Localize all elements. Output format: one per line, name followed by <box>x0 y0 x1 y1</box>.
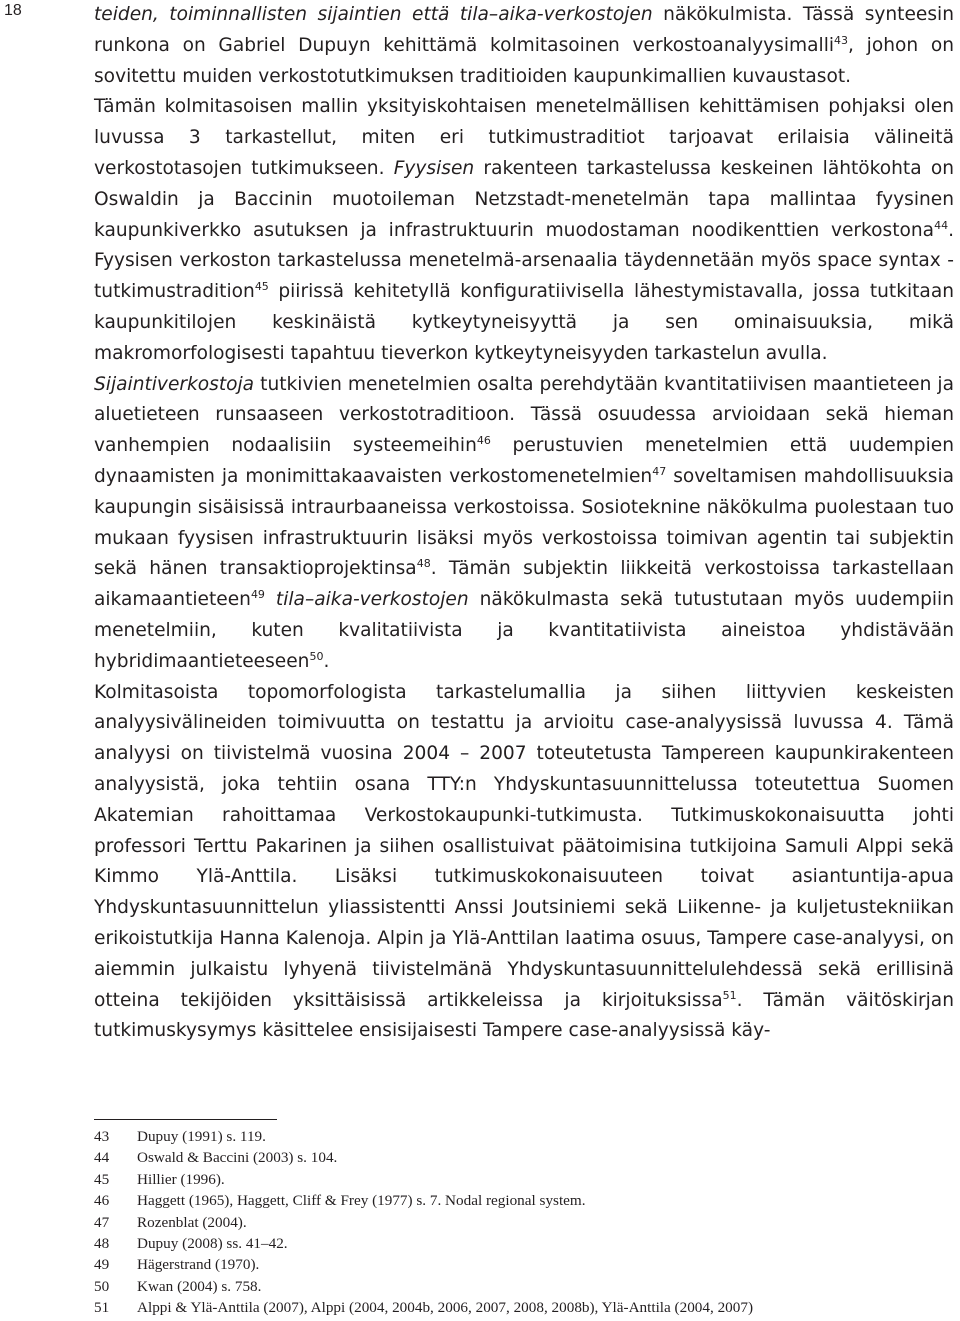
footnote-number: 49 <box>94 1256 110 1274</box>
footnote-number: 51 <box>94 1299 110 1317</box>
footnote-number: 47 <box>94 1213 110 1231</box>
text-run: Fyysisen <box>393 157 475 179</box>
footnote-number: 50 <box>94 1277 110 1295</box>
footnote <box>94 1233 954 1254</box>
text-run: tila–aika-verkostojen <box>459 4 653 25</box>
footnote <box>94 1169 954 1190</box>
footnote <box>94 1212 954 1233</box>
footnote <box>94 1297 954 1318</box>
text-run: piirissä kehitetyllä konfiguratiivisella lähestymistavalla, jossa tutkitaan kaupunkitilojen keskinäistä kytkeytyneisyyttä ja sen ominaisuuksia, mikä makromorfologisesti tapahtuu tieverkon kytkeytyneisyyden tarkastelun avulla. <box>94 281 954 364</box>
footnote <box>94 1126 954 1147</box>
text-run: näkökulmasta sekä tutustutaan myös uudempiin menetelmiin, kuten kvalitatiivista ja kvantitatiivista aineistoa yhdistävään hybridimaantieteeseen <box>94 589 954 672</box>
footnote-ref[interactable]: 50 <box>309 649 324 663</box>
footnote-text: Kwan (2004) s. 758. <box>137 1277 262 1295</box>
footnote <box>94 1254 954 1275</box>
text-run: Kolmitasoista topomorfologista tarkastelumallia ja siihen liittyvien keskeisten analyysivälineiden toimivuutta on testattu ja arvioitu case-analyysissä luvussa 4. Tämä analyysi on tiivistelmä vuosina 2004 – 2007 toteutetusta Tampereen kaupunkirakenteen analyysistä, joka tehtiin osana TTY:n Yhdyskuntasuunnittelussa toteutettua Suomen Akatemian rahoittamaa Verkostokaupunki-tutkimusta. Tutkimuskokonaisuutta johti professori Terttu Pakarinen ja siihen osallistuivat päätoimisina tutkijoina Samuli Alppi sekä Kimmo Ylä-Anttila. Lisäksi tutkimuskokonaisuuteen toivat asiantuntija-apua Yhdyskuntasuunnittelun yliassistentti Anssi Joutsiniemi sekä Liikenne- ja kuljetustekniikan erikoistutkija Hanna Kalenoja. Alpin ja Ylä-Anttilan laatima osuus, Tampere case-analyysi, on aiemmin julkaistu lyhyenä tiivistelmänä Yhdyskuntasuunnittelulehdessä sekä erillisinä otteina tekijöiden yksittäisissä artikkeleissa ja kirjoituksissa <box>94 681 954 1011</box>
text-run <box>265 589 276 610</box>
footnote-ref[interactable]: 51 <box>722 988 737 1002</box>
footnote-number: 44 <box>94 1149 110 1167</box>
text-run: perustuvien menetelmien että uudempien dynaamisten ja monimittakaavaisten verkostomenetelmien <box>94 435 954 487</box>
paragraph <box>94 370 954 678</box>
text-run: rakenteen tarkastelussa keskeinen lähtökohta on Oswaldin ja Baccinin muotoileman Netzstadt-menetelmän tapa mallintaa fyysinen kaupunkiverkko asutuksen ja infrastruktuurin muodostaman noodikenttien verkostona <box>94 157 954 241</box>
footnote-ref[interactable]: 46 <box>476 433 491 447</box>
footnote-number: 46 <box>94 1192 110 1210</box>
text-run: teiden, toiminnallisten sijaintien että <box>94 4 460 25</box>
footnote-ref[interactable]: 43 <box>834 33 849 47</box>
footnote <box>94 1276 954 1297</box>
footnote-text: Dupuy (1991) s. 119. <box>137 1128 266 1145</box>
footnote-text: Haggett (1965), Haggett, Cliff & Frey (1977) s. 7. Nodal regional system. <box>137 1192 586 1210</box>
page-number: 18 <box>4 2 22 19</box>
text-run: . <box>323 650 330 672</box>
text-run: . Fyysisen verkoston tarkastelussa menetelmä-arsenaalia täydennetään myös space syntax -tutkimustradition <box>94 219 954 303</box>
footnote-text: Hägerstrand (1970). <box>137 1256 260 1274</box>
footnote-text: Oswald & Baccini (2003) s. 104. <box>137 1149 338 1167</box>
footnote <box>94 1190 954 1211</box>
footnote-number: 43 <box>94 1128 110 1145</box>
paragraph <box>94 92 954 369</box>
footnote-ref[interactable]: 45 <box>254 279 269 293</box>
footnote-ref[interactable]: 48 <box>416 557 431 571</box>
footnote <box>94 1147 954 1168</box>
footnote-number: 48 <box>94 1235 110 1253</box>
footnote-separator <box>94 1119 277 1120</box>
paragraph <box>94 0 954 92</box>
text-run: Sijaintiverkostoja <box>94 373 255 395</box>
footnotes <box>94 1126 954 1319</box>
paragraph <box>94 678 954 1048</box>
footnote-text: Rozenblat (2004). <box>137 1213 247 1231</box>
body-text <box>94 0 954 1047</box>
text-run: . Tämän väitöskirjan tutkimuskysymys käsittelee ensisijaisesti Tampere case-analyysissä käy- <box>94 989 954 1042</box>
text-run: näkökulmista. Tässä synteesin runkona on Gabriel Dupuyn kehittämä kolmitasoinen verkostoanalyysimalli <box>94 4 954 56</box>
text-run: . Tämän subjektin liikkeitä verkostoissa tarkastellaan aikamaantieteen <box>94 558 954 611</box>
footnote-text: Dupuy (2008) ss. 41–42. <box>137 1235 288 1253</box>
footnote-ref[interactable]: 49 <box>250 587 265 601</box>
text-run: soveltamisen mahdollisuuksia kaupungin sisäisissä intraurbaaneissa verkostoissa. Sosioteknine näkökulma puolestaan tuo mukaan fyysisen infrastruktuurin lisäksi myös verkostoissa toimivan agentin tai subjektin sekä hänen transaktioprojektinsa <box>94 465 955 580</box>
footnote-ref[interactable]: 44 <box>934 218 949 232</box>
footnote-ref[interactable]: 47 <box>652 464 667 478</box>
text-run: Tämän kolmitasoisen mallin yksityiskohtaisen menetelmällisen kehittämisen pohjaksi olen luvussa 3 tarkastellut, miten eri tutkimustraditiot tarjoavat erilaisia välineitä verkostotasojen tutkimukseen. <box>94 96 954 179</box>
text-run: , johon on sovitettu muiden verkostotutkimuksen traditioiden kaupunkimallien kuvaustasot. <box>94 34 954 87</box>
footnote-number: 45 <box>94 1170 110 1188</box>
footnote-text: Alppi & Ylä-Anttila (2007), Alppi (2004, 2004b, 2006, 2007, 2008, 2008b), Ylä-Anttila (2004, 2007) <box>137 1299 754 1317</box>
text-run: tila–aika-verkostojen <box>275 589 469 611</box>
text-run: tutkivien menetelmien osalta perehdytään kvantitatiivisen maantieteen ja aluetieteen runsaaseen verkostotraditioon. Tässä osuudessa arvioidaan sekä hieman vanhempien nodaalisiin systeemeihin <box>94 373 954 457</box>
footnote-text: Hillier (1996). <box>137 1170 225 1188</box>
